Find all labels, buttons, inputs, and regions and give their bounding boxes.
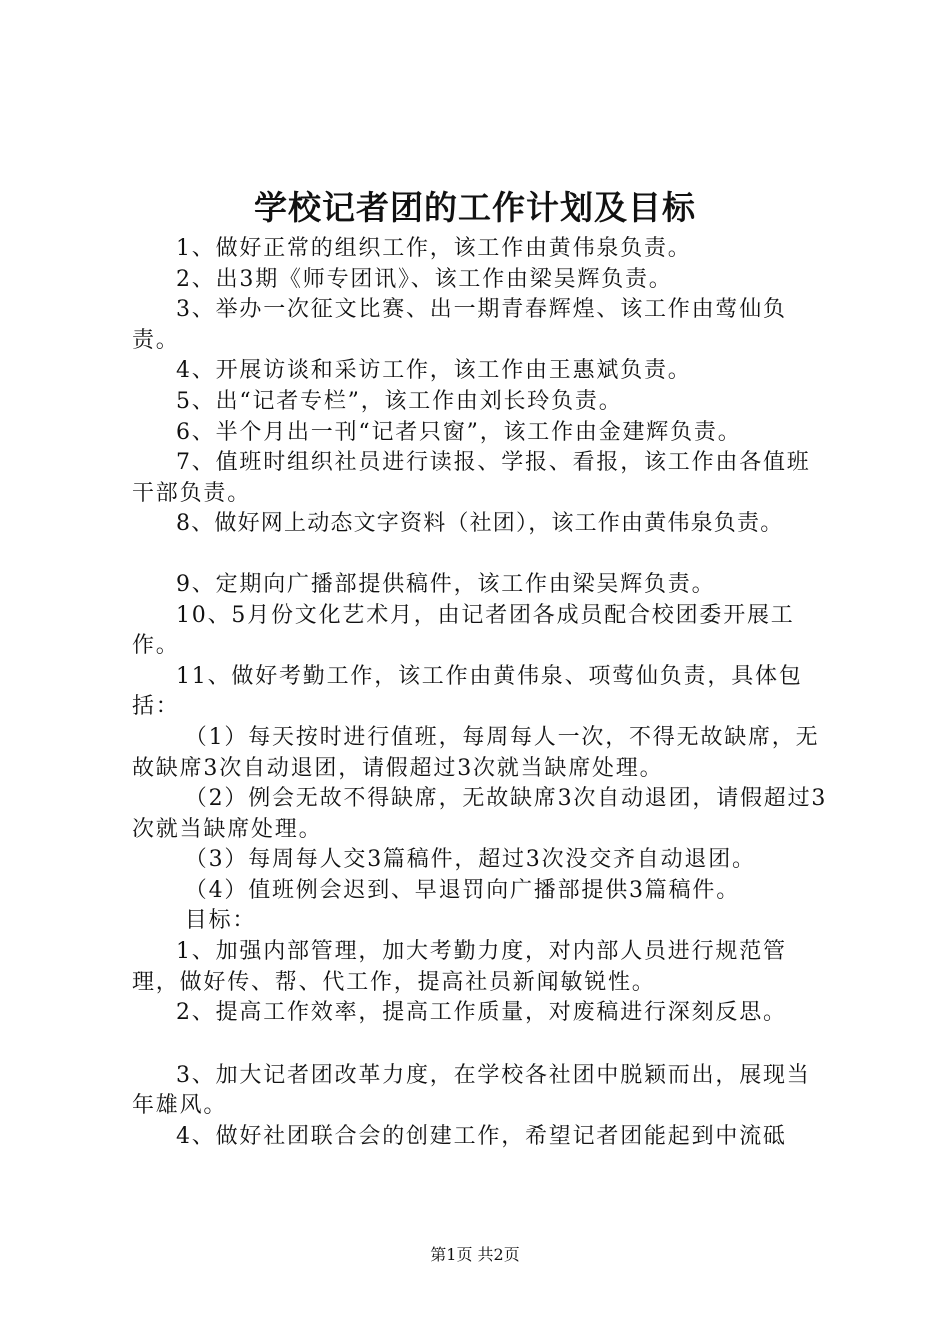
document-title: 学校记者团的工作计划及目标 (254, 188, 696, 227)
plan-item-11: 11、做好考勤工作，该工作由黄伟泉、项莺仙负责，具体包括： (132, 663, 803, 720)
page-number-footer: 第1页 共2页 (430, 1245, 520, 1264)
plan-item-9: 9、定期向广播部提供稿件，该工作由梁吴辉负责。 (176, 571, 716, 597)
goal-item-3: 3、加大记者团改革力度，在学校各社团中脱颖而出，展现当年雄风。 (132, 1062, 811, 1119)
plan-item-5: 5、出“记者专栏”，该工作由刘长玲负责。 (176, 388, 623, 414)
goal-item-2: 2、提高工作效率，提高工作质量，对废稿进行深刻反思。 (176, 1000, 787, 1026)
plan-item-10: 10、5月份文化艺术月，由记者团各成员配合校团委开展工作。 (132, 602, 795, 659)
document-body (132, 234, 832, 1153)
goal-item-4: 4、做好社团联合会的创建工作，希望记者团能起到中流砥 (176, 1124, 787, 1150)
plan-item-1: 1、做好正常的组织工作，该工作由黄伟泉负责。 (176, 236, 692, 261)
goals-heading: 目标： (184, 908, 257, 934)
plan-item-6: 6、半个月出一刊“记者只窗”，该工作由金建辉负责。 (176, 419, 742, 445)
plan-item-8: 8、做好网上动态文字资料（社团），该工作由黄伟泉负责。 (176, 511, 784, 537)
plan-item-7: 7、值班时组织社员进行读报、学报、看报，该工作由各值班干部负责。 (132, 450, 811, 506)
goal-item-1: 1、加强内部管理，加大考勤力度，对内部人员进行规范管理，做好传、帮、代工作，提高社员新闻敏锐性。 (132, 939, 787, 995)
rule-item-1: （1）每天按时进行值班，每周每人一次，不得无故缺席，无故缺席3次自动退团，请假超过3次就当缺席处理。 (132, 724, 820, 781)
rule-item-3: （3）每周每人交3篇稿件，超过3次没交齐自动退团。 (184, 847, 756, 873)
plan-item-3: 3、举办一次征文比赛、出一期青春辉煌、该工作由莺仙负责。 (132, 297, 787, 353)
plan-item-4: 4、开展访谈和采访工作，该工作由王惠斌负责。 (176, 358, 692, 384)
plan-item-2: 2、出3期《师专团讯》、该工作由梁吴辉负责。 (176, 266, 673, 292)
rule-item-2: （2）例会无故不得缺席，无故缺席3次自动退团，请假超过3次就当缺席处理。 (132, 786, 828, 842)
rule-item-4: （4）值班例会迟到、早退罚向广播部提供3篇稿件。 (184, 877, 740, 903)
